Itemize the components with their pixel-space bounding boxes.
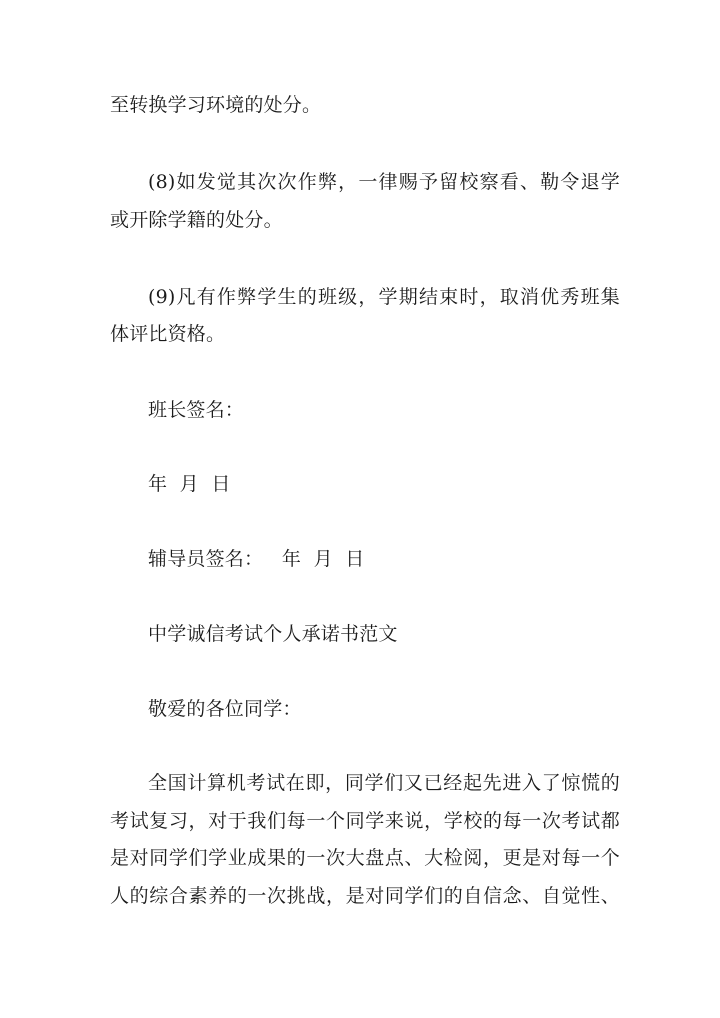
- paragraph-line: 全国计算机考试在即，同学们又已经起先进入了惊慌的: [148, 772, 620, 794]
- paragraph-line: (8)如发觉其次次作弊，一律赐予留校察看、勒令退学: [148, 171, 620, 193]
- section-title: 中学诚信考试个人承诺书范文: [148, 623, 398, 645]
- paragraph-line: (9)凡有作弊学生的班级，学期结束时，取消优秀班集: [148, 286, 620, 308]
- paragraph-line: 考试复习，对于我们每一个同学来说，学校的每一次考试都: [110, 810, 620, 832]
- paragraph-line: 体评比资格。: [110, 323, 226, 345]
- date-line: 年 月 日: [148, 473, 231, 495]
- paragraph-line: 人的综合素养的一次挑战，是对同学们的自信念、自觉性、: [110, 885, 620, 907]
- paragraph-line: 或开除学籍的处分。: [110, 209, 283, 231]
- paragraph-line: 是对同学们学业成果的一次大盘点、大检阅，更是对每一个: [110, 847, 620, 869]
- counselor-signature-label: 辅导员签名： 年 月 日: [148, 548, 365, 570]
- paragraph-line: 至转换学习环境的处分。: [110, 94, 322, 116]
- monitor-signature-label: 班长签名：: [148, 399, 245, 421]
- salutation: 敬爱的各位同学：: [148, 698, 302, 720]
